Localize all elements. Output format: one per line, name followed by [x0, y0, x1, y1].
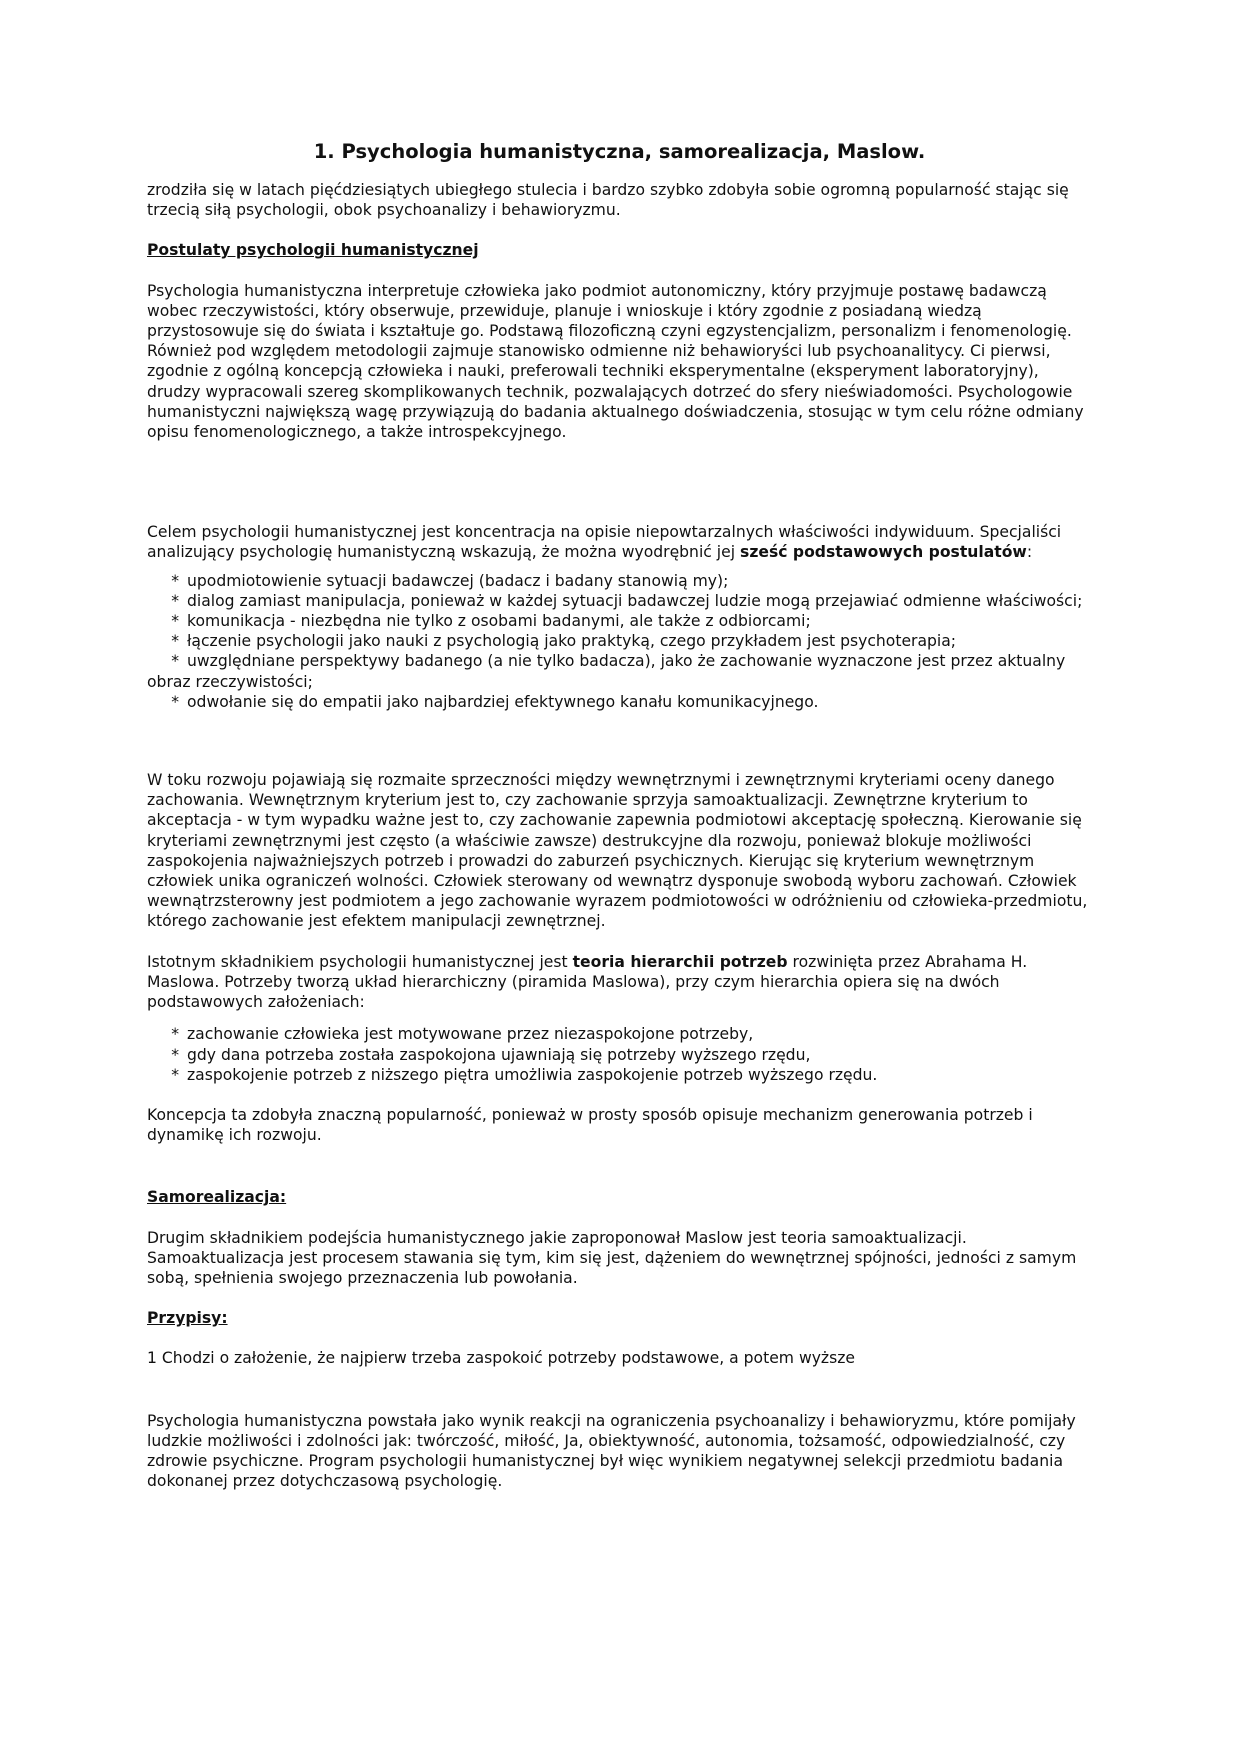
six-postulates-emphasis: sześć podstawowych postulatów — [740, 543, 1027, 562]
bullet-star: * — [171, 1025, 179, 1044]
document-title: 1. Psychologia humanistyczna, samorealizacja, Maslow. — [313, 140, 926, 163]
bullet-star: * — [171, 652, 179, 671]
paragraph-celem-text: Celem psychologii humanistycznej jest koncentracja na opisie niepowtarzalnych właściwości indywiduum. Specjaliści analizujący psychologię humanistyczną wskazują, że można wyodrębnić jej — [147, 523, 1062, 562]
list-item — [147, 631, 1092, 651]
bullet-star: * — [171, 612, 179, 631]
list-item — [147, 1045, 1092, 1065]
paragraph-istotnym — [147, 952, 1092, 1013]
bullet-star: * — [171, 571, 179, 590]
document-page — [147, 140, 1092, 1491]
bullet-star: * — [171, 632, 179, 651]
paragraph-interpretuje: Psychologia humanistyczna interpretuje człowieka jako podmiot autonomiczny, który przyjmuje postawę badawczą wobec rzeczywistości, który obserwuje, przewiduje, planuje i wnioskuje i który zgodnie z posiadaną wiedzą przystosowuje się do świata i kształtuje go. Podstawą filozoficzną czyni egzystencjalizm, personalizm i fenomenologię. Również pod względem metodologii zajmuje stanowisko odmienne niż behawioryści lub psychoanalitycy. Ci pierwsi, zgodnie z ogólną koncepcją człowieka i nauki, preferowali techniki eksperymentalne (eksperyment laboratoryjny), drudzy wypracowali szereg skomplikowanych technik, pozwalających dotrzeć do sfery nieświadomości. Psychologowie humanistyczni największą wagę przywiązują do badania aktualnego doświadczenia, stosując w tym celu różne odmiany opisu fenomenologicznego, a także introspekcyjnego. — [147, 281, 1084, 442]
heading-samorealizacja: Samorealizacja: — [147, 1188, 287, 1207]
list-item — [147, 692, 1092, 712]
list-item-text: odwołanie się do empatii jako najbardziej efektywnego kanału komunikacyjnego. — [187, 692, 819, 711]
list-item-text: zaspokojenie potrzeb z niższego piętra umożliwia zaspokojenie potrzeb wyższego rzędu. — [187, 1065, 878, 1084]
heading-postulaty: Postulaty psychologii humanistycznej — [147, 241, 479, 260]
list-item-text: upodmiotowienie sytuacji badawczej (badacz i badany stanowią my); — [187, 571, 729, 590]
paragraph-istotnym-rest: rozwinięta przez Abrahama H. Maslowa. Potrzeby tworzą układ hierarchiczny (piramida Maslowa), przy czym hierarchia opiera się na dwóch podstawowych założeniach: — [147, 952, 1028, 1012]
assumptions-list — [147, 1024, 1092, 1085]
paragraph-koncepcja: Koncepcja ta zdobyła znaczną popularność, ponieważ w prosty sposób opisuje mechanizm generowania potrzeb i dynamikę ich rozwoju. — [147, 1105, 1033, 1145]
paragraph-drugim: Drugim składnikiem podejścia humanistycznego jakie zaproponował Maslow jest teoria samoaktualizacji. Samoaktualizacja jest procesem stawania się tym, kim się jest, dążeniem do wewnętrznej spójności, jedności z samym sobą, spełnienia swojego przeznaczenia lub powołania. — [147, 1228, 1077, 1287]
list-item — [147, 611, 1092, 631]
intro-paragraph: zrodziła się w latach pięćdziesiątych ubiegłego stulecia i bardzo szybko zdobyła sobie ogromną popularność stając się trzecią siłą psychologii, obok psychoanalizy i behawioryzmu. — [147, 181, 1069, 220]
list-item — [147, 571, 1092, 591]
paragraph-toku: W toku rozwoju pojawiają się rozmaite sprzeczności między wewnętrznymi i zewnętrznymi kryteriami oceny danego zachowania. Wewnętrznym kryterium jest to, czy zachowanie sprzyja samoaktualizacji. Zewnętrzne kryterium to akceptacja - w tym wypadku ważne jest to, czy zachowanie zapewnia podmiotowi akceptację społeczną. Kierowanie się kryteriami zewnętrznymi jest często (a właściwie zawsze) destrukcyjne dla rozwoju, ponieważ blokuje możliwości zaspokojenia najważniejszych potrzeb i prowadzi do zaburzeń psychicznych. Kierując się kryterium wewnętrznym człowiek unika ograniczeń wolności. Człowiek sterowany od wewnątrz dysponuje swobodą wyboru zachowań. Człowiek wewnątrzsterowny jest podmiotem a jego zachowanie wyrazem podmiotowości w odróżnieniu od człowieka-przedmiotu, którego zachowanie jest efektem manipulacji zewnętrznej. — [147, 771, 1088, 931]
list-item — [147, 1024, 1092, 1044]
list-item-text: gdy dana potrzeba została zaspokojona ujawniają się potrzeby wyższego rzędu, — [187, 1045, 811, 1064]
footnote: 1 Chodzi o założenie, że najpierw trzeba zaspokoić potrzeby podstawowe, a potem wyższe — [147, 1349, 856, 1368]
bullet-star: * — [171, 591, 179, 610]
paragraph-celem — [147, 522, 1092, 562]
hierarchy-theory-emphasis: teoria hierarchii potrzeb — [572, 952, 788, 971]
list-item-text: zachowanie człowieka jest motywowane przez niezaspokojone potrzeby, — [187, 1025, 754, 1044]
list-item-text: dialog zamiast manipulacja, ponieważ w każdej sytuacji badawczej ludzie mogą przejawiać odmienne właściwości; — [187, 591, 1083, 610]
paragraph-celem-colon: : — [1026, 543, 1033, 562]
list-item — [147, 591, 1092, 611]
list-item-text: uwzględniane perspektywy badanego (a nie tylko badacza), jako że zachowanie wyznaczone jest przez aktualny obraz rzeczywistości; — [147, 652, 1066, 691]
list-item — [147, 651, 1092, 691]
heading-przypisy: Przypisy: — [147, 1309, 228, 1328]
postulates-list — [147, 571, 1092, 712]
list-item-text: komunikacja - niezbędna nie tylko z osobami badanymi, ale także z odbiorcami; — [187, 612, 811, 631]
list-item-text: łączenie psychologii jako nauki z psychologią jako praktyką, czego przykładem jest psychoterapia; — [187, 632, 957, 651]
bullet-star: * — [171, 1045, 179, 1064]
bullet-star: * — [171, 692, 179, 711]
bullet-star: * — [171, 1065, 179, 1084]
paragraph-istotnym-text: Istotnym składnikiem psychologii humanistycznej jest — [147, 952, 573, 971]
list-item — [147, 1065, 1092, 1085]
paragraph-powstala: Psychologia humanistyczna powstała jako wynik reakcji na ograniczenia psychoanalizy i behawioryzmu, które pomijały ludzkie możliwości i zdolności jak: twórczość, miłość, Ja, obiektywność, autonomia, tożsamość, odpowiedzialność, czy zdrowie psychiczne. Program psychologii humanistycznej był więc wynikiem negatywnej selekcji przedmiotu badania dokonanej przez dotychczasową psychologię. — [147, 1411, 1076, 1491]
